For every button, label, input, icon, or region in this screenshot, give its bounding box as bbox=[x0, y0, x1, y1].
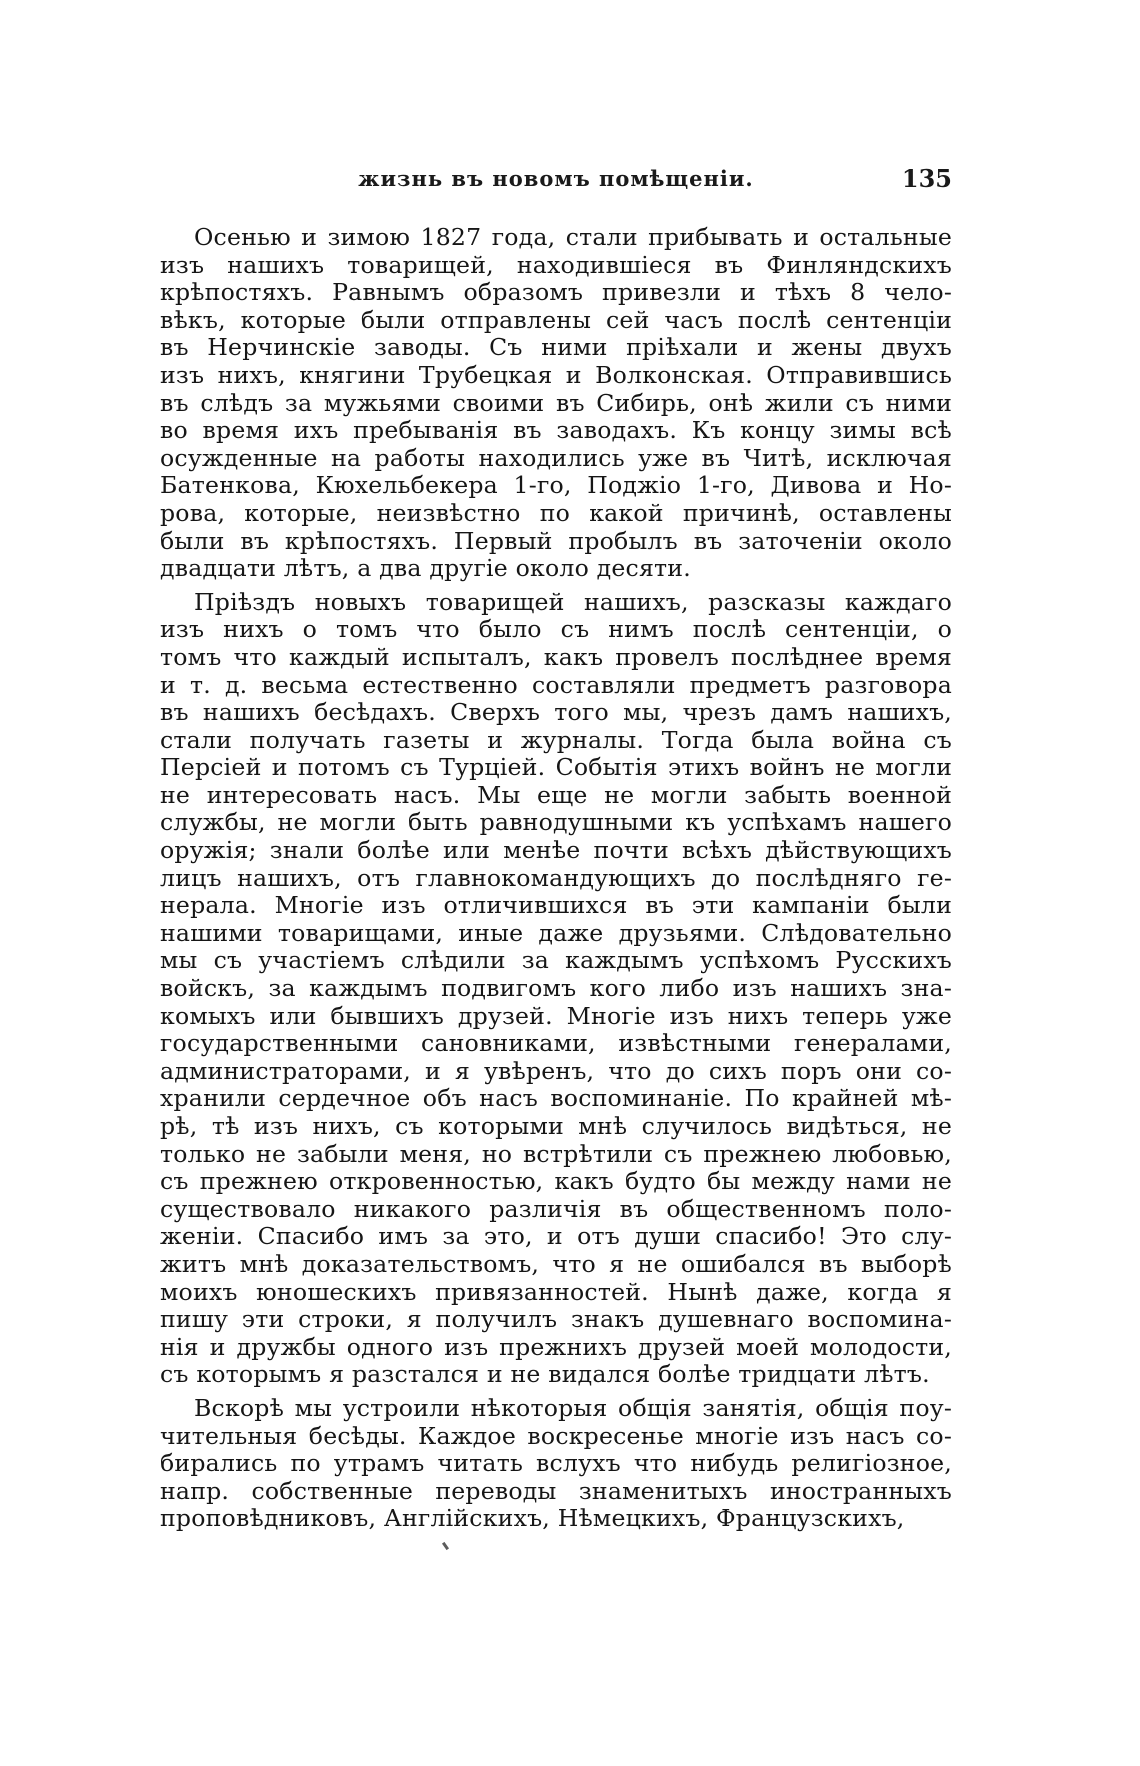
text-line: проповѣдниковъ, Англійскихъ, Нѣмецкихъ, Французскихъ, bbox=[160, 1505, 905, 1533]
running-title: жизнь въ новомъ помѣщеніи. bbox=[358, 166, 754, 191]
text-line: стали получать газеты и журналы. Тогда была война съ bbox=[160, 726, 952, 754]
text-line: Вскорѣ мы устроили нѣкоторыя общія занятія, общія поу- bbox=[194, 1394, 952, 1422]
text-line: существовало никакого различія въ общественномъ поло- bbox=[160, 1195, 952, 1223]
text-line: только не забыли меня, но встрѣтили съ прежнею любовью, bbox=[160, 1140, 952, 1168]
text-line: рѣ, тѣ изъ нихъ, съ которыми мнѣ случилось видѣться, не bbox=[160, 1113, 952, 1140]
text-line: нашими товарищами, иные даже друзьями. Слѣдовательно bbox=[160, 919, 952, 947]
text-line: изъ нихъ, княгини Трубецкая и Волконская. Отправившись bbox=[160, 361, 952, 389]
text-line: во время ихъ пребыванія въ заводахъ. Къ концу зимы всѣ bbox=[160, 417, 952, 445]
text-line: женіи. Спасибо имъ за это, и отъ души спасибо! Это слу- bbox=[160, 1223, 952, 1251]
text-line: войскъ, за каждымъ подвигомъ кого либо изъ нашихъ зна- bbox=[160, 975, 952, 1003]
text-line: комыхъ или бывшихъ друзей. Многіе изъ нихъ теперь уже bbox=[160, 1002, 952, 1030]
text-line: осужденные на работы находились уже въ Читѣ, исключая bbox=[160, 444, 952, 472]
text-line: напр. собственные переводы знаменитыхъ иностранныхъ bbox=[160, 1477, 952, 1505]
text-line: въ Нерчинскіе заводы. Съ ними пріѣхали и жены двухъ bbox=[160, 334, 952, 362]
body-text bbox=[160, 224, 952, 1539]
paragraph bbox=[160, 224, 952, 583]
text-line: изъ нашихъ товарищей, находившіеся въ Финляндскихъ bbox=[160, 251, 952, 279]
print-speck bbox=[442, 1542, 449, 1550]
text-line: службы, не могли быть равнодушными къ успѣхамъ нашего bbox=[160, 809, 952, 837]
text-line: вѣкъ, которые были отправлены сей часъ послѣ сентенціи bbox=[160, 306, 952, 334]
text-line: двадцати лѣтъ, а два другіе около десяти. bbox=[160, 555, 691, 583]
text-line: крѣпостяхъ. Равнымъ образомъ привезли и тѣхъ 8 чело- bbox=[160, 279, 952, 307]
text-line: Осенью и зимою 1827 года, стали прибывать и остальные bbox=[194, 224, 952, 251]
running-head bbox=[160, 166, 952, 202]
text-line: не интересовать насъ. Мы еще не могли забыть военной bbox=[160, 781, 952, 809]
text-line: и т. д. весьма естественно составляли предметъ разговора bbox=[160, 671, 952, 699]
text-line: лицъ нашихъ, отъ главнокомандующихъ до послѣдняго ге- bbox=[160, 864, 952, 892]
paragraph bbox=[160, 1395, 952, 1533]
text-line: съ прежнею откровенностью, какъ будто бы между нами не bbox=[160, 1168, 952, 1196]
text-line: пишу эти строки, я получилъ знакъ душевнаго воспомина- bbox=[160, 1306, 952, 1334]
text-line: рова, которые, неизвѣстно по какой причинѣ, оставлены bbox=[160, 499, 952, 527]
text-line: изъ нихъ о томъ что было съ нимъ послѣ сентенціи, о bbox=[160, 616, 952, 644]
text-line: государственными сановниками, извѣстными генералами, bbox=[160, 1030, 952, 1058]
text-line: хранили сердечное объ насъ воспоминаніе. По крайней мѣ- bbox=[160, 1085, 952, 1113]
text-line: администраторами, и я увѣренъ, что до сихъ поръ они со- bbox=[160, 1057, 952, 1085]
text-line: Батенкова, Кюхельбекера 1-го, Поджіо 1-го, Дивова и Но- bbox=[160, 472, 952, 500]
text-line: нерала. Многіе изъ отличившихся въ эти кампаніи были bbox=[160, 892, 952, 920]
page-number: 135 bbox=[901, 164, 952, 193]
text-line: житъ мнѣ доказательствомъ, что я не ошибался въ выборѣ bbox=[160, 1250, 952, 1278]
text-line: съ которымъ я разстался и не видался болѣе тридцати лѣтъ. bbox=[160, 1361, 930, 1389]
text-line: нія и дружбы одного изъ прежнихъ друзей моей молодости, bbox=[160, 1333, 952, 1361]
text-line: въ слѣдъ за мужьями своими въ Сибирь, онѣ жили съ ними bbox=[160, 389, 952, 417]
text-line: бирались по утрамъ читать вслухъ что нибудь религіозное, bbox=[160, 1450, 952, 1478]
text-line: Пріѣздъ новыхъ товарищей нашихъ, разсказы каждаго bbox=[194, 588, 952, 616]
text-line: оружія; знали болѣе или менѣе почти всѣхъ дѣйствующихъ bbox=[160, 837, 952, 865]
text-line: мы съ участіемъ слѣдили за каждымъ успѣхомъ Русскихъ bbox=[160, 947, 952, 975]
text-line: моихъ юношескихъ привязанностей. Нынѣ даже, когда я bbox=[160, 1278, 952, 1306]
text-line: въ нашихъ бесѣдахъ. Сверхъ того мы, чрезъ дамъ нашихъ, bbox=[160, 699, 952, 727]
paragraph bbox=[160, 589, 952, 1389]
text-line: чительныя бесѣды. Каждое воскресенье многіе изъ насъ со- bbox=[160, 1422, 952, 1450]
text-line: томъ что каждый испыталъ, какъ провелъ послѣднее время bbox=[160, 643, 952, 671]
text-line: были въ крѣпостяхъ. Первый пробылъ въ заточеніи около bbox=[160, 527, 952, 555]
text-line: Персіей и потомъ съ Турціей. Событія этихъ войнъ не могли bbox=[160, 754, 952, 782]
